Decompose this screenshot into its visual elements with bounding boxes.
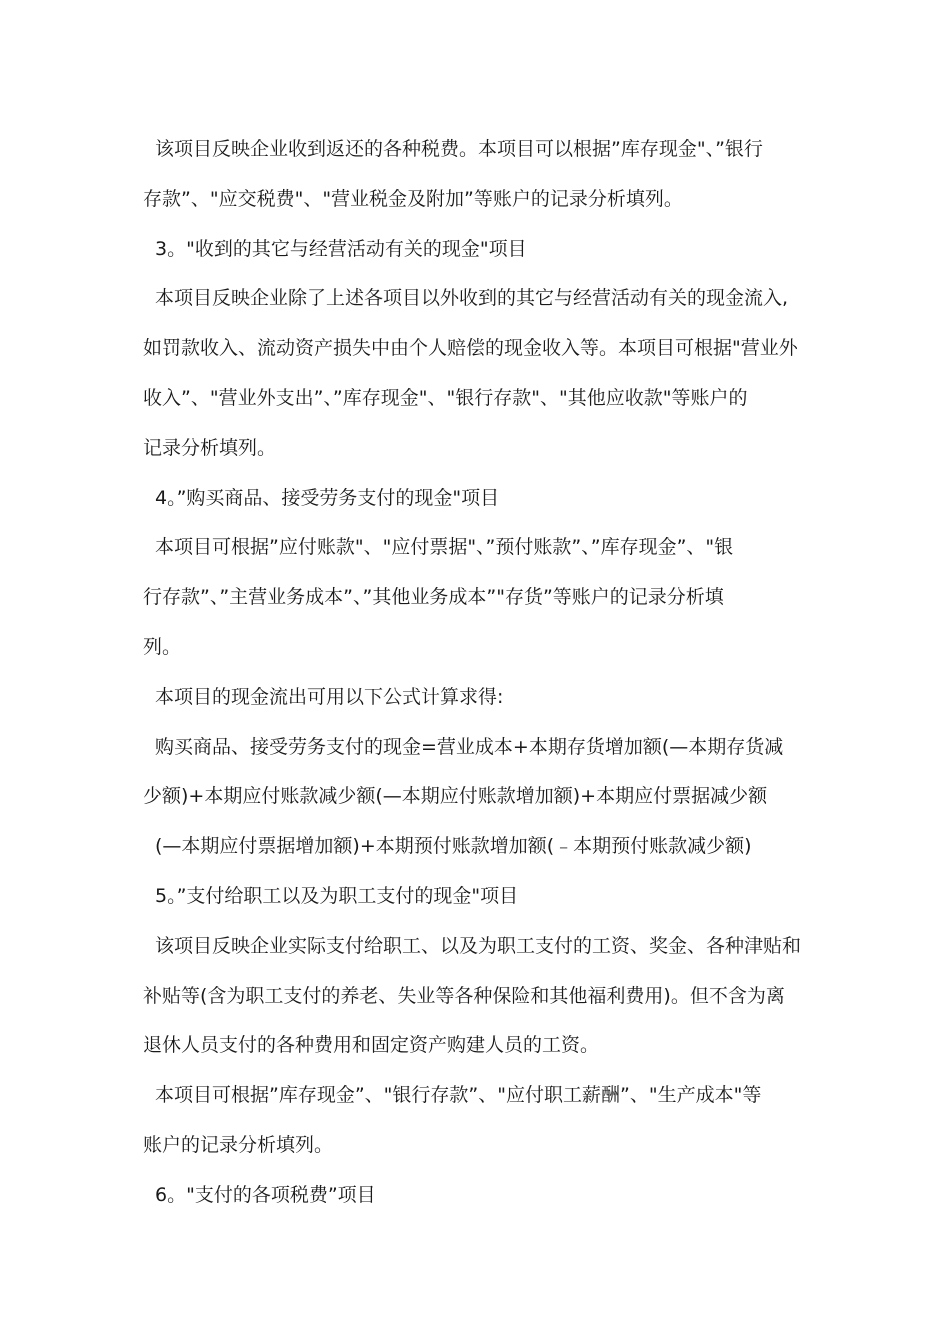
formula-line: (—本期应付票据增加额)+本期预付账款增加额(﹣本期预付账款减少额)	[155, 835, 752, 858]
paragraph-line: 补贴等(含为职工支付的养老、失业等各种保险和其他福利费用)。但不含为离	[143, 984, 785, 1007]
section-heading: 5。”支付给职工以及为职工支付的现金"项目	[155, 884, 519, 907]
paragraph-line: 本项目可根据”库存现金”、"银行存款”、"应付职工薪酬”、"生产成本"等	[155, 1084, 762, 1107]
paragraph-line: 行存款”、”主营业务成本”、”其他业务成本”"存货”等账户的记录分析填	[143, 586, 724, 609]
paragraph-line: 账户的记录分析填列。	[143, 1133, 334, 1156]
section-heading: 3。"收到的其它与经营活动有关的现金"项目	[155, 237, 527, 260]
paragraph-line: 该项目反映企业实际支付给职工、以及为职工支付的工资、奖金、各种津贴和	[155, 934, 802, 957]
paragraph-line: 退休人员支付的各种费用和固定资产购建人员的工资。	[143, 1034, 600, 1057]
section-heading: 6。"支付的各项税费”项目	[155, 1183, 376, 1206]
paragraph-line: 如罚款收入、流动资产损失中由个人赔偿的现金收入等。本项目可根据"营业外	[143, 337, 798, 360]
paragraph-line: 本项目可根据”应付账款"、"应付票据"、”预付账款”、”库存现金”、"银	[155, 536, 734, 559]
section-heading: 4。”购买商品、接受劳务支付的现金"项目	[155, 486, 500, 509]
paragraph-line: 列。	[143, 635, 182, 658]
paragraph-line: 本项目反映企业除了上述各项目以外收到的其它与经营活动有关的现金流入,	[155, 287, 789, 310]
document-body	[143, 125, 813, 1221]
formula-line: 少额)+本期应付账款减少额(—本期应付账款增加额)+本期应付票据减少额	[143, 785, 768, 808]
formula-line: 购买商品、接受劳务支付的现金=营业成本+本期存货增加额(—本期存货减	[155, 735, 784, 758]
paragraph-line: 本项目的现金流出可用以下公式计算求得:	[155, 685, 504, 708]
paragraph-line: 该项目反映企业收到返还的各种税费。本项目可以根据”库存现金"、”银行	[155, 138, 763, 160]
paragraph-line: 存款”、"应交税费"、"营业税金及附加”等账户的记录分析填列。	[143, 187, 683, 210]
paragraph-line: 收入”、"营业外支出”、”库存现金"、"银行存款"、"其他应收款"等账户的	[143, 386, 748, 409]
paragraph-line: 记录分析填列。	[143, 436, 277, 459]
